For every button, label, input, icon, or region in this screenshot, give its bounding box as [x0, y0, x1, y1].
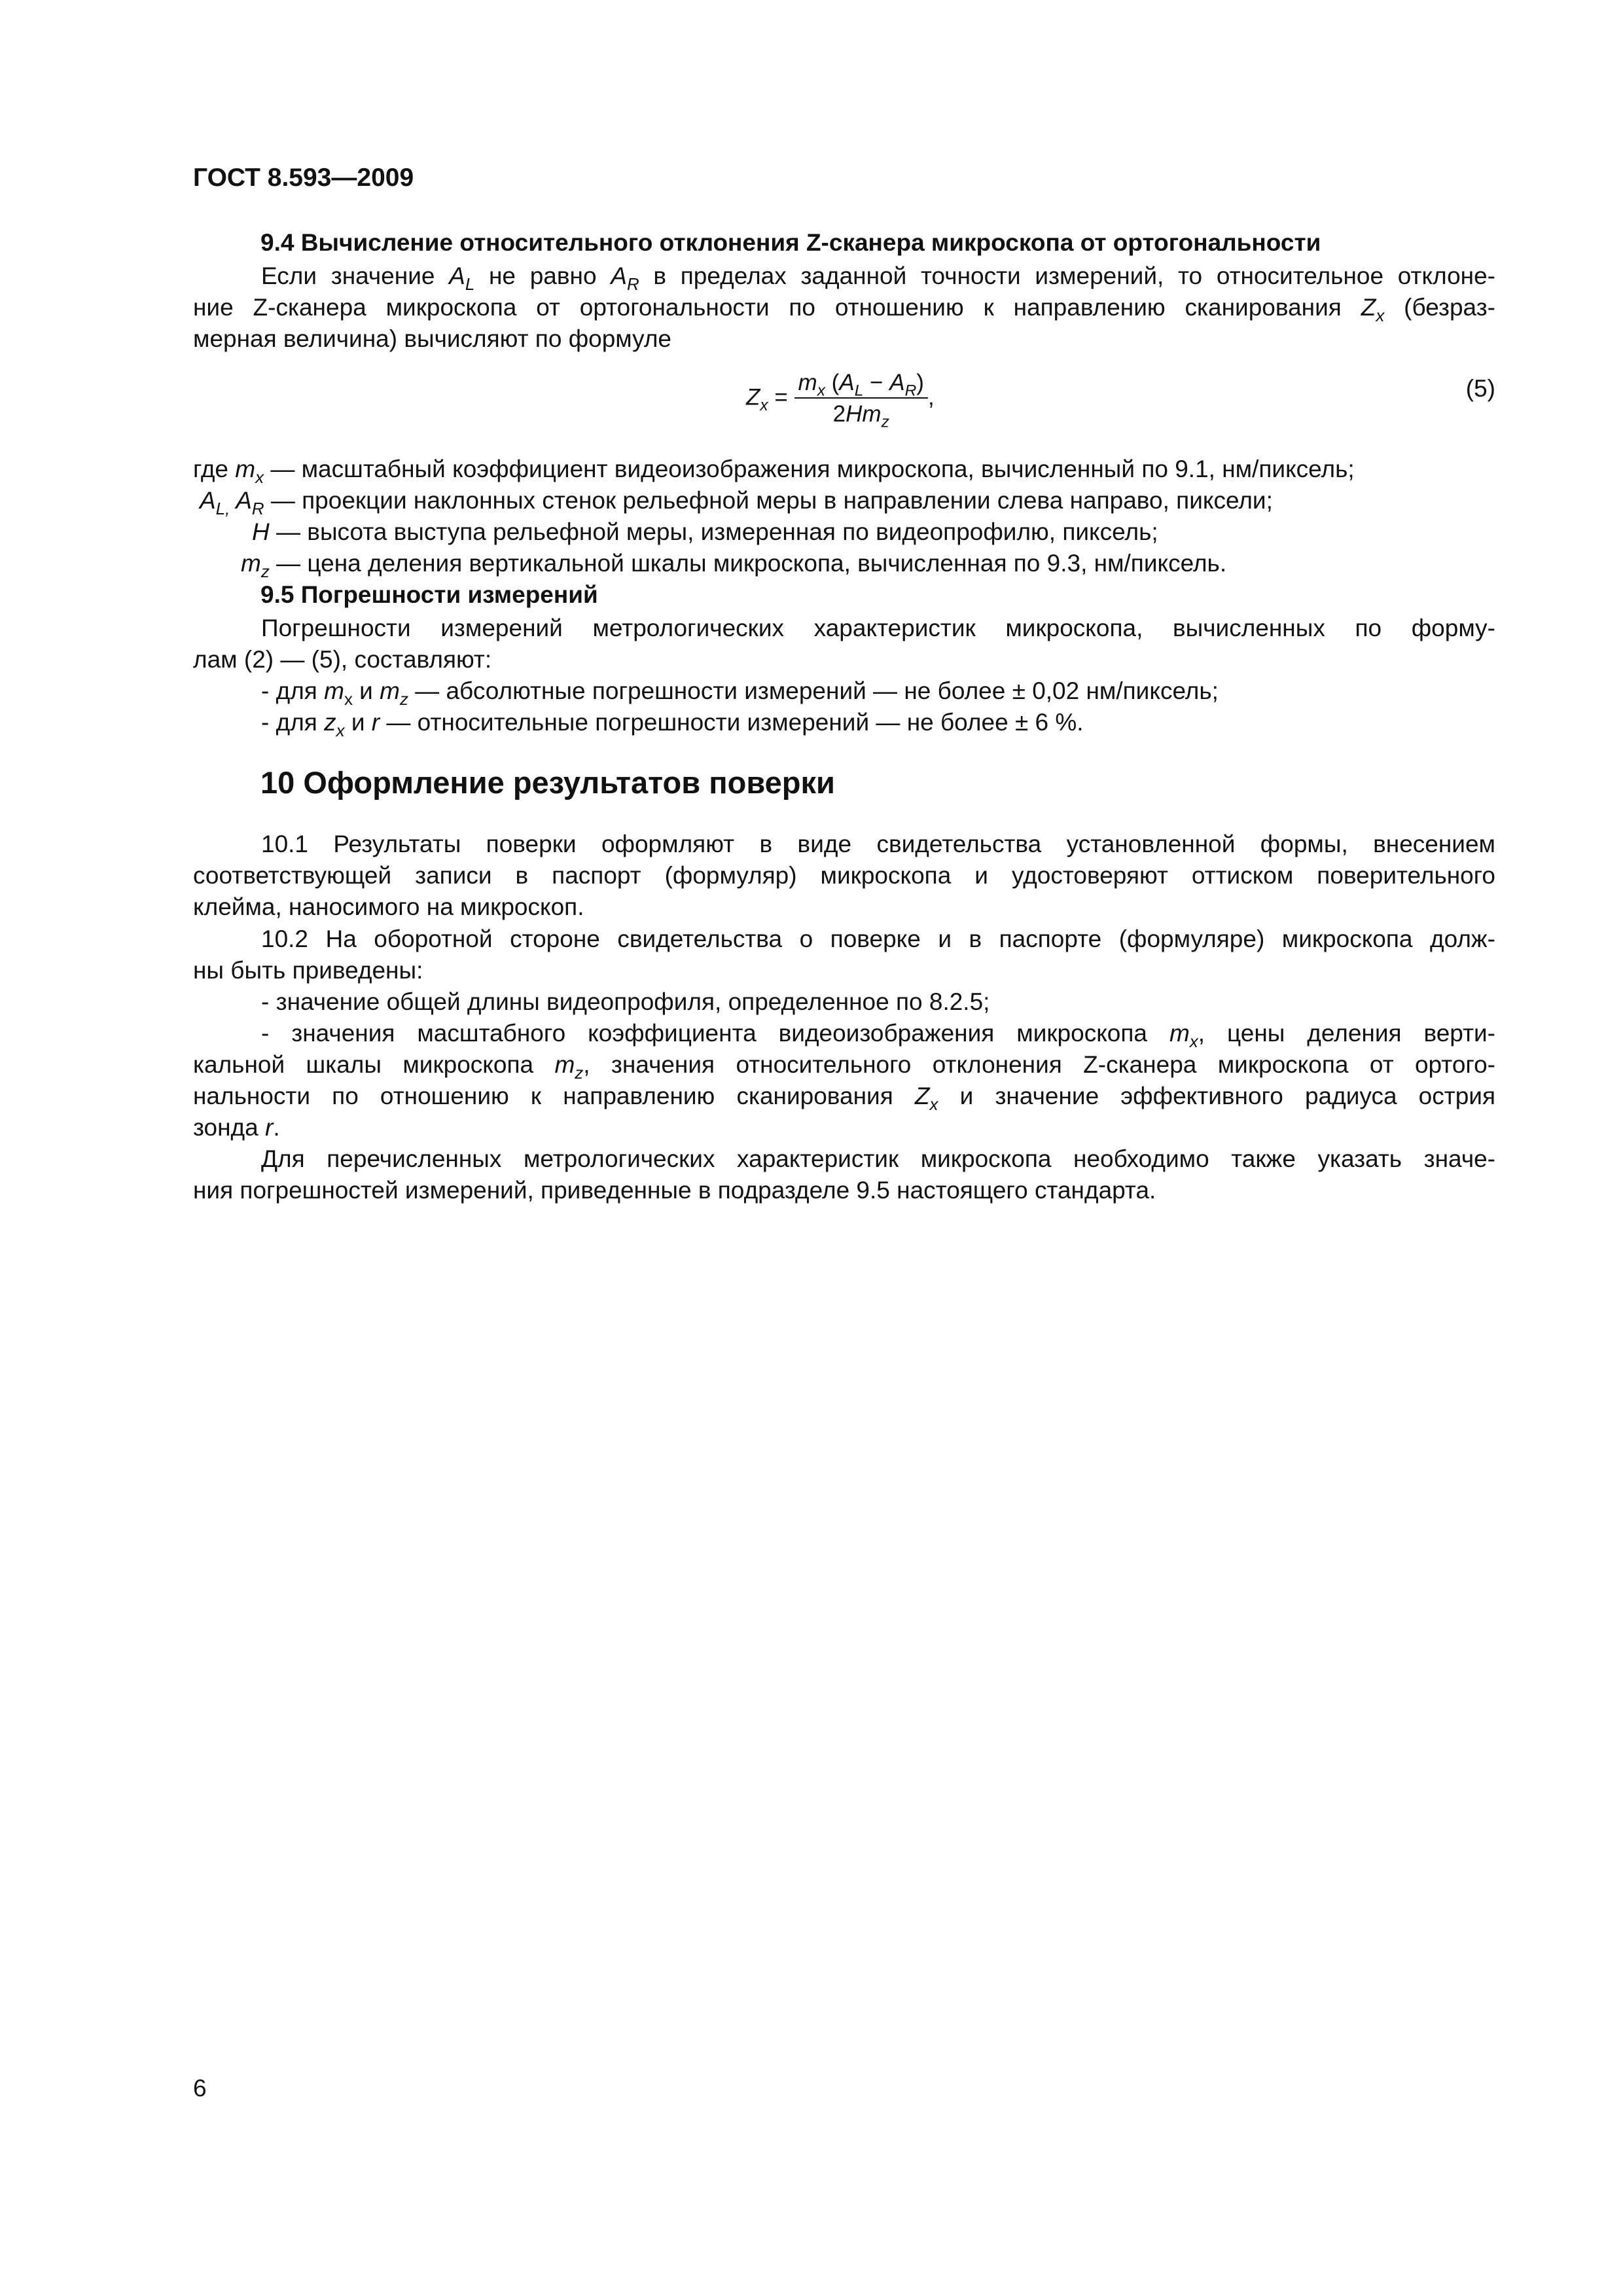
text-line: 10.1 Результаты поверки оформляют в виде свидетельства установленной формы, внесением	[261, 831, 1495, 857]
explanation-a-l-a-r: $A_{L,}$ $A_R$ — проекции наклонных стенок рельефной меры в направлении слева направо, пиксели;	[200, 487, 1273, 519]
text-line: зонда r.	[193, 1114, 280, 1141]
bullet-values: - значения масштабного коэффициента видеоизображения микроскопа $m_x$, цены деления верти-	[261, 1020, 1496, 1052]
document-header: ГОСТ 8.593—2009	[193, 164, 414, 192]
formula-fraction	[794, 370, 928, 431]
text-line: мерная величина) вычисляют по формуле	[193, 325, 672, 352]
text-line: ны быть приведены:	[193, 957, 423, 984]
paragraph-final	[193, 1143, 1495, 1206]
section-9-4-paragraph	[193, 260, 1495, 355]
bullet-z-r: - для $z_x$ и r — относительные погрешности измерений — не более ± 6 %.	[261, 709, 1084, 741]
formula-numerator: $m_x$ $(A_L - A_R)$	[794, 370, 928, 399]
explanation-m-x: где $m_x$ — масштабный коэффициент видеоизображения микроскопа, вычисленный по 9.1, нм/пиксель;	[193, 456, 1355, 488]
text-line: 10.2 На оборотной стороне свидетельства о поверке и в паспорте (формуляре) микроскопа долж-	[261, 925, 1495, 952]
text-line: Если значение $A_L$ не равно $A_R$ в пределах заданной точности измерений, то относительное отклоне-	[261, 262, 1495, 295]
paragraph-10-1	[193, 829, 1495, 923]
text-line: клейма, наносимого на микроскоп.	[193, 893, 584, 920]
text-line: ние Z-сканера микроскопа от ортогональности по отношению к направлению сканирования $Z_x$ (безраз-	[193, 294, 1495, 326]
formula-denominator: $2Hm_z$	[832, 401, 889, 431]
formula-explanations	[193, 454, 1495, 582]
text-line: нальности по отношению к направлению сканирования $Z_x$ и значение эффективного радиуса острия	[193, 1083, 1495, 1115]
section-10-heading: 10 Оформление результатов поверки	[260, 765, 835, 800]
section-9-4-title: 9.4 Вычисление относительного отклонения Z-сканера микроскопа от ортогональности	[260, 229, 1321, 256]
explanation-h: H — высота выступа рельефной меры, измеренная по видеопрофилю, пиксель;	[252, 518, 1158, 545]
explanation-m-z: $m_z$ — цена деления вертикальной шкалы микроскопа, вычисленная по 9.3, нм/пиксель.	[241, 550, 1227, 582]
text-line: лам (2) — (5), составляют:	[193, 646, 492, 673]
section-9-5-paragraph	[193, 613, 1495, 741]
section-9-5-title: 9.5 Погрешности измерений	[260, 581, 598, 608]
text-line: Погрешности измерений метрологических характеристик микроскопа, вычисленных по форму-	[261, 615, 1495, 641]
text-line: кальной шкалы микроскопа $m_z$, значения относительного отклонения Z-сканера микроскопа от ортого-	[193, 1051, 1495, 1083]
paragraph-10-2	[193, 924, 1495, 1143]
formula-number: (5)	[1465, 375, 1495, 402]
page-number: 6	[193, 2075, 207, 2102]
bullet-profile-length: - значение общей длины видеопрофиля, определенное по 8.2.5;	[261, 988, 990, 1015]
bullet-m: - для $m_x$ и $m_z$ — абсолютные погрешности измерений — не более ± 0,02 нм/пиксель;	[261, 677, 1219, 709]
text-line: Для перечисленных метрологических характеристик микроскопа необходимо также указать значе-	[261, 1145, 1495, 1172]
formula-5: $Z_x$ = $\frac{m_x (A_L - A_R)}{2Hm_z}$ ,	[746, 370, 935, 431]
text-line: соответствующей записи в паспорт (формуляр) микроскопа и удостоверяют оттиском поверительного	[193, 862, 1495, 889]
text-line: ния погрешностей измерений, приведенные в подразделе 9.5 настоящего стандарта.	[193, 1177, 1156, 1204]
